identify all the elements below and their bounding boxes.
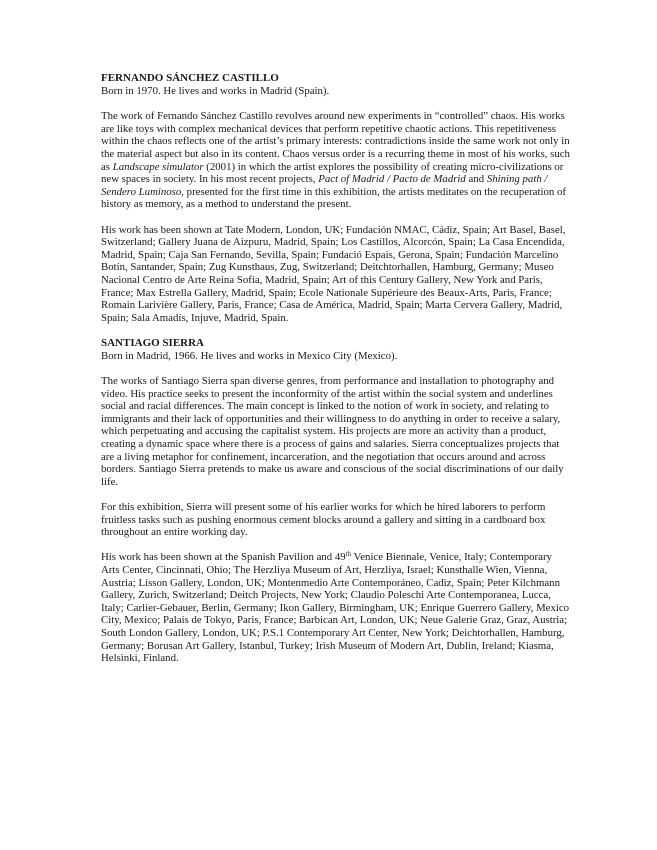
exhibition-history-paragraph	[101, 551, 571, 664]
work-title: Shining path / Sendero Luminoso	[101, 173, 548, 198]
artist-bio: Born in 1970. He lives and works in Madrid (Spain).	[101, 85, 330, 97]
text-run: Venice Biennale, Venice, Italy; Contemporary Arts Center, Cincinnati, Ohio; The Herzliya Museum of Art, Herzliya, Israel; Kunsthalle Wien, Vienna, Austria; Lisson Gallery, London, UK; Montenmedio Arte Contemporáneo, Cadiz, Spain; Peter Kilchmann Gallery, Zurich, Switzerland; Deitch Projects, New York; Claudio Poleschi Arte Contemporanea, Lucca, Italy; Carlier-Gebauer, Berlin, Germany; Ikon Gallery, Birmingham, UK; Enrique Guerrero Gallery, Mexico City, Mexico; Palais de Tokyo, Paris, France; Barbican Art, London, UK; Neue Galerie Graz, Graz, Austria; South London Gallery, London, UK; P.S.1 Contemporary Art Center, New York; Deichtorhallen, Hamburg, Germany; Borusan Art Gallery, Istanbul, Turkey; Irish Museum of Modern Art, Dublin, Ireland; Kiasma, Helsinki, Finland.	[101, 551, 570, 665]
artist-section-sierra	[101, 337, 571, 665]
superscript: th	[345, 550, 352, 559]
work-title: Landscape simulator	[112, 160, 204, 173]
artist-bio: Born in Madrid, 1966. He lives and works in Mexico City (Mexico).	[101, 349, 398, 362]
text-run: , presented for the first time in this exhibition, the artists meditates on the recuperation of history as memory, as a method to understand the present.	[101, 185, 566, 211]
document-page	[101, 72, 571, 677]
exhibition-plan-paragraph: For this exhibition, Sierra will present some of his earlier works for which he hired laborers to perform fruitless tasks such as pushing enormous cement blocks around a gallery and sitting in a cardboard box throughout an entire working day.	[101, 501, 546, 539]
text-run: The work of Fernando Sánchez Castillo revolves around new experiments in “controlled” chaos. His works are like toys with complex mechanical devices that perform repetitive chaotic actions. This repetitiveness within the chaos reflects one of the artist’s primary interests: contradictions inside the same work not only in the material aspect but also in its content. Chaos versus order is a recurring theme in most of his works, such as	[101, 110, 570, 173]
artist-section-sanchez-castillo	[101, 72, 571, 324]
exhibition-history-paragraph: His work has been shown at Tate Modern, London, UK; Fundación NMAC, Cádiz, Spain; Art Basel, Basel, Switzerland; Gallery Juana de Aizpuru, Madrid, Spain; Los Castillos, Alcorcón, Spain; La Casa Encendida, Madrid, Spain; Caja San Fernando, Sevilla, Spain; Fundació Espais, Gerona, Spain; Fundación Marcelino Botín, Santander, Spain; Zug Kunsthaus, Zug, Switzerland; Deitchtorhallen, Hamburg, Germany; Museo Nacional Centro de Arte Reina Sofía, Madrid, Spain; Art of this Century Gallery, New York and Paris, France; Max Estrella Gallery, Madrid, Spain; Ecole Nationale Supérieure des Beaux-Arts, Paris, France; Romain Larivière Gallery, Paris, France; Casa de América, Madrid, Spain; Marta Cervera Gallery, Madrid, Spain; Sala Amadís, Injuve, Madrid, Spain.	[101, 223, 566, 324]
work-title: Pact of Madrid / Pacto de Madrid	[318, 173, 466, 186]
artist-name: SANTIAGO SIERRA	[101, 336, 204, 349]
text-run: His work has been shown at the Spanish Pavilion and 49	[101, 551, 346, 564]
text-run: (2001) in which the artist explores the possibility of creating micro-civilizations or new spaces in society. In his most recent projects,	[101, 160, 564, 186]
artist-name: FERNANDO SÁNCHEZ CASTILLO	[101, 72, 279, 84]
artist-description-paragraph: The works of Santiago Sierra span diverse genres, from performance and installation to photography and video. His practice seeks to present the inconformity of the artist within the social system and underlines social and racial differences. The main concept is linked to the notion of work in society, and relating to immigrants and their lack of opportunities and their willingness to do anything in order to receive a salary, which perpetuating and accusing the capitalist system. His projects are more an activity than a product, creating a dynamic space where there is a process of gains and salaries. Sierra conceptualizes projects that are a living metaphor for confinement, incarceration, and the negotiation that occurs around and across borders. Santiago Sierra pretends to make us aware and conscious of the social discriminations of our daily life.	[101, 375, 564, 488]
text-run: and	[465, 173, 487, 186]
artist-description-paragraph	[101, 110, 571, 211]
